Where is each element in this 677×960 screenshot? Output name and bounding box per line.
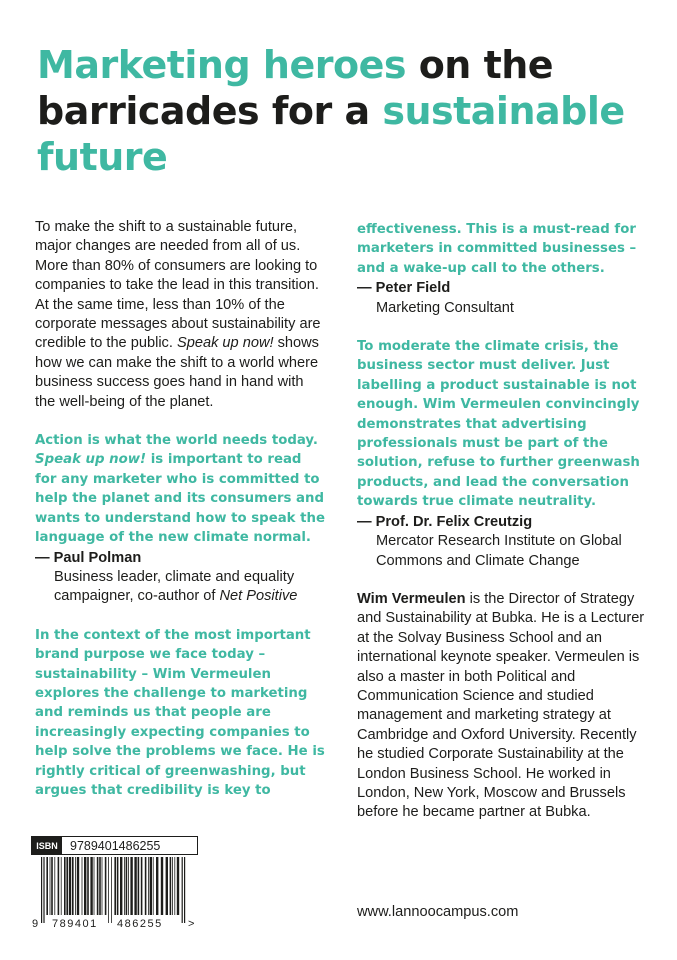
attribution-role: Business leader, climate and equality campaigner, co-author of Net Positive [54,568,298,605]
isbn-header [31,836,198,855]
book-title-italic: Speak up now! [176,335,274,352]
title-part-3: sustainable future [37,89,625,179]
barcode-bar [153,857,154,915]
isbn-number: 9789401486255 [70,838,161,853]
title-part-1: Marketing heroes [37,43,406,87]
barcode-digits-left: 789401 [52,918,98,929]
quote-field-part-1: In the context of the most important brand purpose we face today – sustainability – Wim Vermeulen explores the challenge to marketing and reminds us that people are increasingly expecting companies to help solve the problems we face. He is rightly critical of greenwashing, but argues that credibility is key to [35,627,325,798]
barcode-bar [174,857,175,915]
barcode-bar [50,857,51,915]
barcode-bar [99,857,101,915]
barcode-bar [64,857,66,915]
barcode-bar [58,857,60,915]
barcode-bar [124,857,125,915]
barcode-bar [97,857,99,915]
barcode-bar [182,857,183,923]
barcode-bar [69,857,71,915]
barcode-bar [75,857,76,915]
barcode-bar [51,857,53,915]
barcode-bar [90,857,92,915]
attribution-name: — Prof. Dr. Felix Creutzig [357,513,533,530]
attribution-name: — Paul Polman [35,549,142,566]
barcode-bar [148,857,149,915]
barcode-bar [166,857,168,915]
barcode-bar [41,857,42,923]
barcode-bar [117,857,119,915]
barcode-bar [114,857,116,915]
barcode-digit-lead: 9 [32,918,39,929]
barcode-bar [54,857,55,915]
barcode-bar [61,857,62,915]
barcode-bar [72,857,74,915]
left-column [35,218,325,800]
attribution-name: — Peter Field [357,280,451,297]
quote-polman: Action is what the world needs today. Speak up now! is important to read for any marketer who is committed to help the planet and its consumers and wants to understand how to speak the language of the new climate normal. [35,433,325,546]
barcode-bar [126,857,128,915]
barcode-bar [94,857,95,915]
barcode-bar [177,857,179,915]
barcode-bar [87,857,89,915]
barcode-bar [156,857,158,915]
attribution-role: Marketing Consultant [376,299,514,316]
barcode-bar [43,857,44,923]
right-column [357,220,647,823]
barcode-bar [172,857,173,915]
barcode-bar [108,857,109,923]
quote-creutzig: To moderate the climate crisis, the business sector must deliver. Just labelling a product sustainable is not enough. Wim Vermeulen convincingly demonstrates that advertising professionals must be part of the solution, refuse to further greenwash products, and lead the conversation towards true climate neutrality. [357,339,640,510]
barcode-bar [120,857,122,915]
barcode-arrow: > [188,918,195,929]
page-title [37,42,657,180]
barcode-bar [170,857,172,915]
barcode-bar [102,857,103,915]
barcode-bar [111,857,112,923]
barcode-bar [128,857,129,915]
attribution-field [357,279,647,318]
barcode-digits-right: 486255 [117,918,163,929]
barcode-bar [66,857,68,915]
quote-field-part-2: effectiveness. This is a must-read for marketers in committed businesses – and a wake-up call to the others. [357,222,637,276]
attribution-polman [35,549,325,607]
barcode-bar [46,857,48,915]
barcode-bar [138,857,140,915]
attribution-creutzig [357,513,647,571]
barcode-bar [84,857,86,915]
barcode-icon [31,857,198,929]
barcode-bar [161,857,163,915]
barcode-bar [82,857,83,915]
barcode-bar [77,857,79,915]
barcode-bar [134,857,136,915]
isbn-barcode-block [31,836,198,928]
intro-paragraph: To make the shift to a sustainable future, major changes are needed from all of us. More than 80% of consumers are looking to companies to take the lead in this transition. At the same time, less than 10% of the corporate messages about sustainability are credible to the public. Speak up now! shows how we can make the shift to a world where business success goes hand in hand with the well-being of the planet. [35,219,321,410]
author-name: Wim Vermeulen [357,590,466,607]
author-bio: Wim Vermeulen is the Director of Strategy and Sustainability at Bubka. He is a Lecturer at the Solvay Business School and an international keynote speaker. Vermeulen is also a master in both Political and Communication Science and studied management and marketing strategy at Cambridge and Oxford University. Recently he studied Corporate Sustainability at the London Business School. He worked in London, New York, Moscow and Brussels before he became partner at Bubka. [357,590,645,821]
title-part-2: on the barricades for a [37,43,554,133]
isbn-label: ISBN [32,837,62,854]
barcode-bar [105,857,107,915]
publisher-url[interactable]: www.lannoocampus.com [357,904,519,920]
attribution-role: Mercator Research Institute on Global Commons and Climate Change [376,533,622,569]
barcode-bar [184,857,185,923]
barcode-bar [145,857,147,915]
barcode-bar [141,857,143,915]
barcode-bar [150,857,152,915]
barcode-bar [130,857,132,915]
